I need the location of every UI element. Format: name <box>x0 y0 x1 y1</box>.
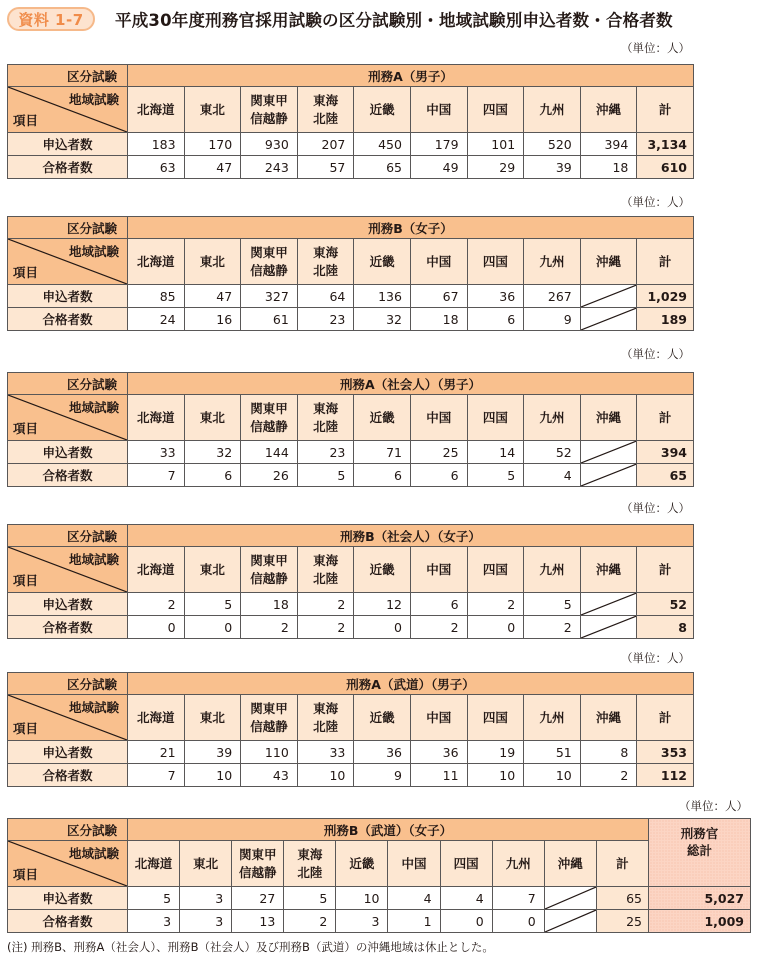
region-header: 近畿 <box>354 695 411 741</box>
region-header: 関東甲 信越静 <box>232 841 284 887</box>
not-applicable-cell <box>580 464 637 487</box>
region-header: 近畿 <box>336 841 388 887</box>
value-cell: 39 <box>184 741 241 764</box>
region-header: 四国 <box>467 239 524 285</box>
region-header: 沖縄 <box>580 87 637 133</box>
exam-header-row <box>8 217 694 239</box>
unit-label: （単位：人） <box>621 195 690 209</box>
value-cell: 23 <box>297 441 354 464</box>
region-header-row <box>8 87 694 133</box>
item-axis-label: 項目 <box>13 721 39 736</box>
region-header: 中国 <box>410 87 467 133</box>
region-axis-label: 地域試験 <box>68 846 119 861</box>
exam-name: 刑務A（武道）（男子） <box>128 673 694 695</box>
value-cell: 11 <box>410 764 467 787</box>
region-axis-label: 地域試験 <box>68 244 119 259</box>
value-cell: 33 <box>128 441 185 464</box>
total-cell: 25 <box>596 910 648 933</box>
exam-header-row <box>8 373 694 395</box>
value-cell: 61 <box>241 308 298 331</box>
value-cell: 29 <box>467 156 524 179</box>
value-cell: 67 <box>410 285 467 308</box>
value-cell: 170 <box>184 133 241 156</box>
value-cell: 4 <box>524 464 581 487</box>
total-cell: 1,029 <box>637 285 694 308</box>
value-cell: 36 <box>467 285 524 308</box>
value-cell: 0 <box>440 910 492 933</box>
value-cell: 47 <box>184 156 241 179</box>
data-table <box>7 64 694 179</box>
row-label: 合格者数 <box>8 910 128 933</box>
value-cell: 5 <box>524 593 581 616</box>
region-header-row <box>8 239 694 285</box>
passers-row <box>8 464 694 487</box>
region-header-row <box>8 395 694 441</box>
value-cell: 7 <box>128 464 185 487</box>
region-header: 九州 <box>524 547 581 593</box>
region-header: 近畿 <box>354 87 411 133</box>
value-cell: 6 <box>354 464 411 487</box>
total-cell: 8 <box>637 616 694 639</box>
total-cell: 189 <box>637 308 694 331</box>
value-cell: 2 <box>467 593 524 616</box>
diagonal-header-cell <box>8 239 128 285</box>
region-header: 中国 <box>388 841 440 887</box>
region-header: 東北 <box>184 87 241 133</box>
exam-name: 刑務B（武道）（女子） <box>128 819 649 841</box>
region-header: 九州 <box>524 395 581 441</box>
region-header: 東北 <box>184 395 241 441</box>
region-header-row <box>8 695 694 741</box>
data-table <box>7 372 694 487</box>
region-header: 沖縄 <box>580 695 637 741</box>
value-cell: 9 <box>354 764 411 787</box>
not-applicable-cell <box>580 285 637 308</box>
value-cell: 10 <box>336 887 388 910</box>
exam-label: 区分試験 <box>8 525 128 547</box>
value-cell: 2 <box>410 616 467 639</box>
value-cell: 14 <box>467 441 524 464</box>
value-cell: 5 <box>284 887 336 910</box>
value-cell: 5 <box>128 887 180 910</box>
region-header: 北海道 <box>128 547 185 593</box>
exam-label: 区分試験 <box>8 217 128 239</box>
value-cell: 144 <box>241 441 298 464</box>
unit-label: （単位：人） <box>679 799 748 813</box>
value-cell: 179 <box>410 133 467 156</box>
diagonal-header-cell <box>8 695 128 741</box>
value-cell: 32 <box>184 441 241 464</box>
value-cell: 3 <box>180 910 232 933</box>
region-header: 北海道 <box>128 841 180 887</box>
region-header: 四国 <box>467 547 524 593</box>
value-cell: 19 <box>467 741 524 764</box>
row-label: 申込者数 <box>8 887 128 910</box>
diagonal-header-cell <box>8 841 128 887</box>
value-cell: 2 <box>580 764 637 787</box>
row-label: 申込者数 <box>8 133 128 156</box>
value-cell: 10 <box>297 764 354 787</box>
value-cell: 10 <box>524 764 581 787</box>
region-header: 計 <box>596 841 648 887</box>
unit-label: （単位：人） <box>621 41 690 55</box>
value-cell: 5 <box>467 464 524 487</box>
row-label: 合格者数 <box>8 764 128 787</box>
exam-name: 刑務B（女子） <box>128 217 694 239</box>
region-axis-label: 地域試験 <box>68 552 119 567</box>
value-cell: 8 <box>580 741 637 764</box>
passers-row <box>8 764 694 787</box>
item-axis-label: 項目 <box>13 421 39 436</box>
region-header: 中国 <box>410 395 467 441</box>
value-cell: 36 <box>354 741 411 764</box>
value-cell: 10 <box>184 764 241 787</box>
value-cell: 33 <box>297 741 354 764</box>
region-header: 計 <box>637 695 694 741</box>
value-cell: 1 <box>388 910 440 933</box>
row-label: 合格者数 <box>8 464 128 487</box>
region-header: 関東甲 信越静 <box>241 695 298 741</box>
value-cell: 3 <box>336 910 388 933</box>
region-header: 関東甲 信越静 <box>241 547 298 593</box>
region-header: 北海道 <box>128 87 185 133</box>
region-header: 東海 北陸 <box>297 87 354 133</box>
region-header: 東海 北陸 <box>284 841 336 887</box>
row-label: 申込者数 <box>8 741 128 764</box>
not-applicable-cell <box>544 910 596 933</box>
total-cell: 394 <box>637 441 694 464</box>
value-cell: 930 <box>241 133 298 156</box>
value-cell: 39 <box>524 156 581 179</box>
region-header: 四国 <box>467 395 524 441</box>
value-cell: 18 <box>241 593 298 616</box>
diagonal-header-cell <box>8 547 128 593</box>
value-cell: 394 <box>580 133 637 156</box>
data-table <box>7 672 694 787</box>
value-cell: 110 <box>241 741 298 764</box>
data-table <box>7 216 694 331</box>
region-axis-label: 地域試験 <box>68 92 119 107</box>
data-table <box>7 818 751 933</box>
exam-name: 刑務A（男子） <box>128 65 694 87</box>
region-header: 四国 <box>440 841 492 887</box>
not-applicable-cell <box>580 308 637 331</box>
value-cell: 207 <box>297 133 354 156</box>
value-cell: 23 <box>297 308 354 331</box>
region-header: 東北 <box>184 547 241 593</box>
region-header: 近畿 <box>354 395 411 441</box>
value-cell: 5 <box>297 464 354 487</box>
value-cell: 64 <box>297 285 354 308</box>
value-cell: 327 <box>241 285 298 308</box>
region-header: 東海 北陸 <box>297 395 354 441</box>
region-header: 東北 <box>180 841 232 887</box>
value-cell: 18 <box>580 156 637 179</box>
region-header: 関東甲 信越静 <box>241 239 298 285</box>
region-header: 東海 北陸 <box>297 695 354 741</box>
value-cell: 21 <box>128 741 185 764</box>
total-cell: 112 <box>637 764 694 787</box>
value-cell: 0 <box>492 910 544 933</box>
value-cell: 52 <box>524 441 581 464</box>
item-axis-label: 項目 <box>13 265 39 280</box>
region-axis-label: 地域試験 <box>68 400 119 415</box>
applicants-row <box>8 441 694 464</box>
value-cell: 2 <box>524 616 581 639</box>
total-cell: 3,134 <box>637 133 694 156</box>
region-header: 東海 北陸 <box>297 239 354 285</box>
value-cell: 6 <box>184 464 241 487</box>
applicants-row <box>8 285 694 308</box>
value-cell: 12 <box>354 593 411 616</box>
applicants-row <box>8 133 694 156</box>
value-cell: 9 <box>524 308 581 331</box>
region-header: 東北 <box>184 695 241 741</box>
row-label: 申込者数 <box>8 441 128 464</box>
region-header: 四国 <box>467 695 524 741</box>
region-header: 九州 <box>524 87 581 133</box>
footnote: (注) 刑務B、刑務A（社会人）、刑務B（社会人）及び刑務B（武道）の沖縄地域は休止とした。 <box>7 940 494 954</box>
applicants-row <box>8 741 694 764</box>
row-label: 申込者数 <box>8 285 128 308</box>
value-cell: 2 <box>128 593 185 616</box>
exam-label: 区分試験 <box>8 819 128 841</box>
region-header: 沖縄 <box>580 395 637 441</box>
passers-row <box>8 156 694 179</box>
passers-row <box>8 308 694 331</box>
figure-badge: 資料 1-7 <box>7 7 95 31</box>
value-cell: 4 <box>388 887 440 910</box>
value-cell: 520 <box>524 133 581 156</box>
region-header: 計 <box>637 547 694 593</box>
title-row <box>7 6 673 32</box>
value-cell: 0 <box>467 616 524 639</box>
region-header: 九州 <box>524 695 581 741</box>
item-axis-label: 項目 <box>13 867 39 882</box>
item-axis-label: 項目 <box>13 573 39 588</box>
row-label: 申込者数 <box>8 593 128 616</box>
exam-name: 刑務B（社会人）（女子） <box>128 525 694 547</box>
total-cell: 353 <box>637 741 694 764</box>
region-header: 計 <box>637 239 694 285</box>
region-header-row <box>8 547 694 593</box>
row-label: 合格者数 <box>8 616 128 639</box>
row-label: 合格者数 <box>8 156 128 179</box>
region-header: 中国 <box>410 547 467 593</box>
exam-header-row <box>8 819 751 841</box>
value-cell: 10 <box>467 764 524 787</box>
region-header: 東海 北陸 <box>297 547 354 593</box>
region-header: 四国 <box>467 87 524 133</box>
value-cell: 6 <box>410 593 467 616</box>
value-cell: 7 <box>492 887 544 910</box>
value-cell: 47 <box>184 285 241 308</box>
total-cell: 65 <box>596 887 648 910</box>
total-cell: 65 <box>637 464 694 487</box>
region-header: 中国 <box>410 695 467 741</box>
value-cell: 3 <box>128 910 180 933</box>
value-cell: 0 <box>128 616 185 639</box>
grand-total-cell: 1,009 <box>649 910 751 933</box>
value-cell: 183 <box>128 133 185 156</box>
exam-name: 刑務A（社会人）（男子） <box>128 373 694 395</box>
value-cell: 2 <box>284 910 336 933</box>
region-axis-label: 地域試験 <box>68 700 119 715</box>
value-cell: 2 <box>297 593 354 616</box>
value-cell: 5 <box>184 593 241 616</box>
region-header: 北海道 <box>128 395 185 441</box>
page-title: 平成30年度刑務官採用試験の区分試験別・地域試験別申込者数・合格者数 <box>115 11 673 30</box>
value-cell: 24 <box>128 308 185 331</box>
region-header: 九州 <box>524 239 581 285</box>
data-table <box>7 524 694 639</box>
value-cell: 85 <box>128 285 185 308</box>
exam-label: 区分試験 <box>8 673 128 695</box>
region-header: 計 <box>637 395 694 441</box>
diagonal-header-cell <box>8 87 128 133</box>
value-cell: 26 <box>241 464 298 487</box>
value-cell: 27 <box>232 887 284 910</box>
region-header: 東北 <box>184 239 241 285</box>
region-header: 沖縄 <box>580 239 637 285</box>
region-header: 近畿 <box>354 239 411 285</box>
unit-label: （単位：人） <box>621 347 690 361</box>
value-cell: 25 <box>410 441 467 464</box>
value-cell: 267 <box>524 285 581 308</box>
exam-header-row <box>8 65 694 87</box>
value-cell: 71 <box>354 441 411 464</box>
passers-row <box>8 910 751 933</box>
region-header: 関東甲 信越静 <box>241 87 298 133</box>
value-cell: 2 <box>297 616 354 639</box>
applicants-row <box>8 593 694 616</box>
item-axis-label: 項目 <box>13 113 39 128</box>
value-cell: 65 <box>354 156 411 179</box>
applicants-row <box>8 887 751 910</box>
not-applicable-cell <box>580 593 637 616</box>
value-cell: 49 <box>410 156 467 179</box>
grand-total-cell: 5,027 <box>649 887 751 910</box>
diagonal-header-cell <box>8 395 128 441</box>
value-cell: 7 <box>128 764 185 787</box>
grand-total-header: 刑務官 総計 <box>649 819 751 887</box>
value-cell: 101 <box>467 133 524 156</box>
not-applicable-cell <box>580 616 637 639</box>
value-cell: 57 <box>297 156 354 179</box>
value-cell: 3 <box>180 887 232 910</box>
value-cell: 6 <box>410 464 467 487</box>
passers-row <box>8 616 694 639</box>
exam-label: 区分試験 <box>8 373 128 395</box>
value-cell: 13 <box>232 910 284 933</box>
value-cell: 16 <box>184 308 241 331</box>
region-header-row <box>8 841 751 887</box>
region-header: 近畿 <box>354 547 411 593</box>
value-cell: 0 <box>184 616 241 639</box>
region-header: 中国 <box>410 239 467 285</box>
value-cell: 450 <box>354 133 411 156</box>
value-cell: 6 <box>467 308 524 331</box>
value-cell: 63 <box>128 156 185 179</box>
value-cell: 36 <box>410 741 467 764</box>
region-header: 沖縄 <box>580 547 637 593</box>
value-cell: 136 <box>354 285 411 308</box>
value-cell: 43 <box>241 764 298 787</box>
region-header: 九州 <box>492 841 544 887</box>
region-header: 関東甲 信越静 <box>241 395 298 441</box>
value-cell: 2 <box>241 616 298 639</box>
region-header: 沖縄 <box>544 841 596 887</box>
value-cell: 243 <box>241 156 298 179</box>
value-cell: 18 <box>410 308 467 331</box>
total-cell: 52 <box>637 593 694 616</box>
value-cell: 32 <box>354 308 411 331</box>
not-applicable-cell <box>580 441 637 464</box>
region-header: 計 <box>637 87 694 133</box>
unit-label: （単位：人） <box>621 651 690 665</box>
region-header: 北海道 <box>128 239 185 285</box>
region-header: 北海道 <box>128 695 185 741</box>
value-cell: 0 <box>354 616 411 639</box>
exam-label: 区分試験 <box>8 65 128 87</box>
row-label: 合格者数 <box>8 308 128 331</box>
value-cell: 51 <box>524 741 581 764</box>
unit-label: （単位：人） <box>621 501 690 515</box>
value-cell: 4 <box>440 887 492 910</box>
total-cell: 610 <box>637 156 694 179</box>
exam-header-row <box>8 525 694 547</box>
exam-header-row <box>8 673 694 695</box>
not-applicable-cell <box>544 887 596 910</box>
